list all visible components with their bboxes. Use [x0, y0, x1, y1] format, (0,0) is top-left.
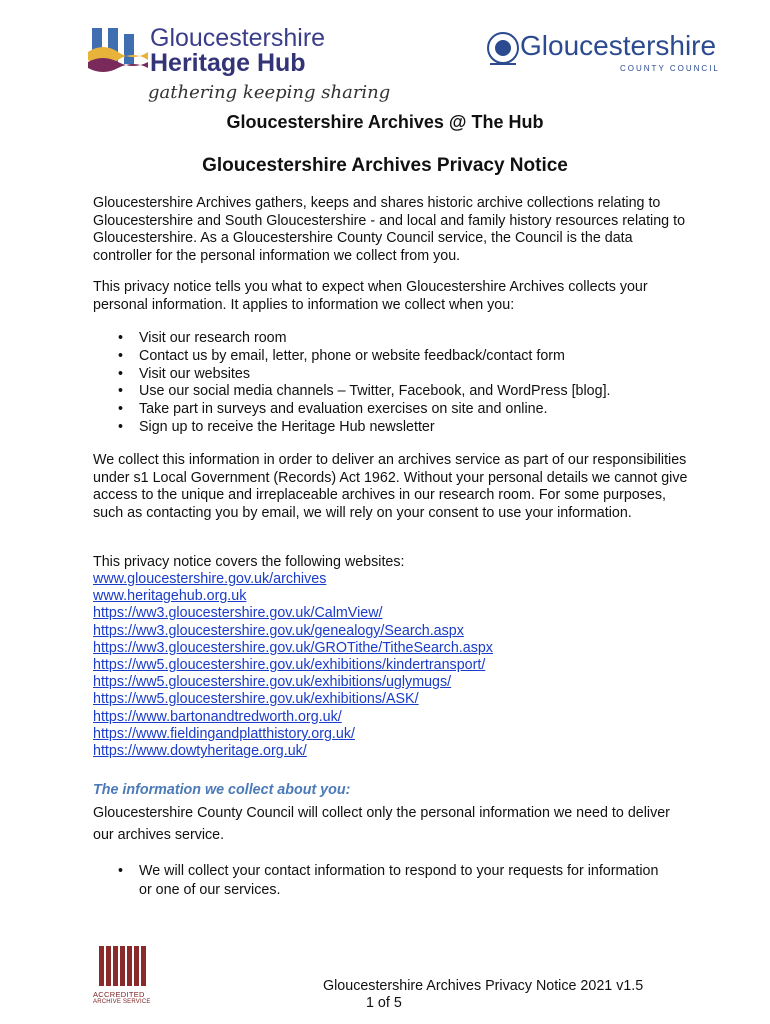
website-link[interactable]: https://ww3.gloucestershire.gov.uk/GROTithe/TitheSearch.aspx [93, 639, 493, 656]
website-link[interactable]: https://ww3.gloucestershire.gov.uk/CalmView/ [93, 605, 383, 622]
list-item: • Visit our websites [118, 365, 250, 382]
website-link[interactable]: https://ww5.gloucestershire.gov.uk/exhibitions/uglymugs/ [93, 674, 452, 691]
hub-logo-line2: Heritage Hub [150, 49, 306, 77]
document-title: Gloucestershire Archives Privacy Notice [202, 155, 568, 176]
list-item: • We will collect your contact information to respond to your requests for information or one of our services. [118, 863, 659, 898]
page-heading: Gloucestershire Archives @ The Hub [226, 112, 544, 132]
list-item: • Sign up to receive the Heritage Hub newsletter [118, 418, 435, 435]
section-list [93, 862, 673, 899]
scope-paragraph: This privacy notice tells you what to expect when Gloucestershire Archives collects your personal information. It applies to information we collect when you: [93, 279, 648, 313]
website-link[interactable]: www.gloucestershire.gov.uk/archives [93, 571, 327, 587]
section-paragraph: Gloucestershire County Council will collect only the personal information we need to deliver our archives service. [93, 805, 670, 843]
section-heading: The information we collect about you: [93, 782, 351, 798]
heritage-hub-emblem-icon [88, 26, 148, 82]
purpose-paragraph: We collect this information in order to deliver an archives service as part of our responsibilities under s1 Local Government (Records) Act 1962. Without your personal details we cannot give access to the unique and irreplaceable archives in our research room. For some purposes, such as contacting you by email, we will rely on your consent to use your information. [93, 452, 688, 521]
website-link[interactable]: https://ww5.gloucestershire.gov.uk/exhibitions/kindertransport/ [93, 657, 486, 674]
council-logo-name: Gloucestershire [520, 30, 717, 61]
website-links [93, 571, 493, 760]
county-crest-icon [486, 30, 520, 70]
website-link[interactable]: https://ww3.gloucestershire.gov.uk/genealogy/Search.aspx [93, 622, 464, 639]
list-item: • Take part in surveys and evaluation exercises on site and online. [118, 401, 548, 418]
website-link[interactable]: https://ww5.gloucestershire.gov.uk/exhibitions/ASK/ [93, 691, 419, 708]
intro-paragraph: Gloucestershire Archives gathers, keeps and shares historic archive collections relating to Gloucestershire and South Gloucestershire - and local and family history resources relating to Gloucestershire. As a Gloucestershire County Council service, the Council is the data controller for the personal information we collect from you. [93, 195, 686, 264]
list-item: • Visit our research room [118, 330, 287, 346]
website-link[interactable]: https://www.dowtyheritage.org.uk/ [93, 743, 307, 760]
website-link[interactable]: https://www.bartonandtredworth.org.uk/ [93, 708, 342, 725]
footer-doc-version: Gloucestershire Archives Privacy Notice 2021 v1.5 [323, 978, 644, 994]
hub-logo-tagline: gathering keeping sharing [148, 82, 391, 103]
council-logo-subtitle: COUNTY COUNCIL [620, 64, 720, 73]
scope-list [93, 330, 611, 437]
website-link[interactable]: www.heritagehub.org.uk [93, 588, 247, 605]
website-link[interactable]: https://www.fieldingandplatthistory.org.uk/ [93, 725, 355, 742]
accreditation-bars-icon [93, 944, 153, 988]
accreditation-label: ACCREDITED [93, 990, 145, 999]
hub-logo-line1: Gloucestershire [150, 24, 326, 52]
list-item: • Contact us by email, letter, phone or website feedback/contact form [118, 347, 565, 364]
page-number: 1 of 5 [366, 995, 402, 1011]
accreditation-sublabel: ARCHIVE SERVICE [93, 999, 151, 1005]
list-item: • Use our social media channels – Twitter, Facebook, and WordPress [blog]. [118, 383, 611, 400]
websites-intro: This privacy notice covers the following websites: [93, 554, 405, 570]
